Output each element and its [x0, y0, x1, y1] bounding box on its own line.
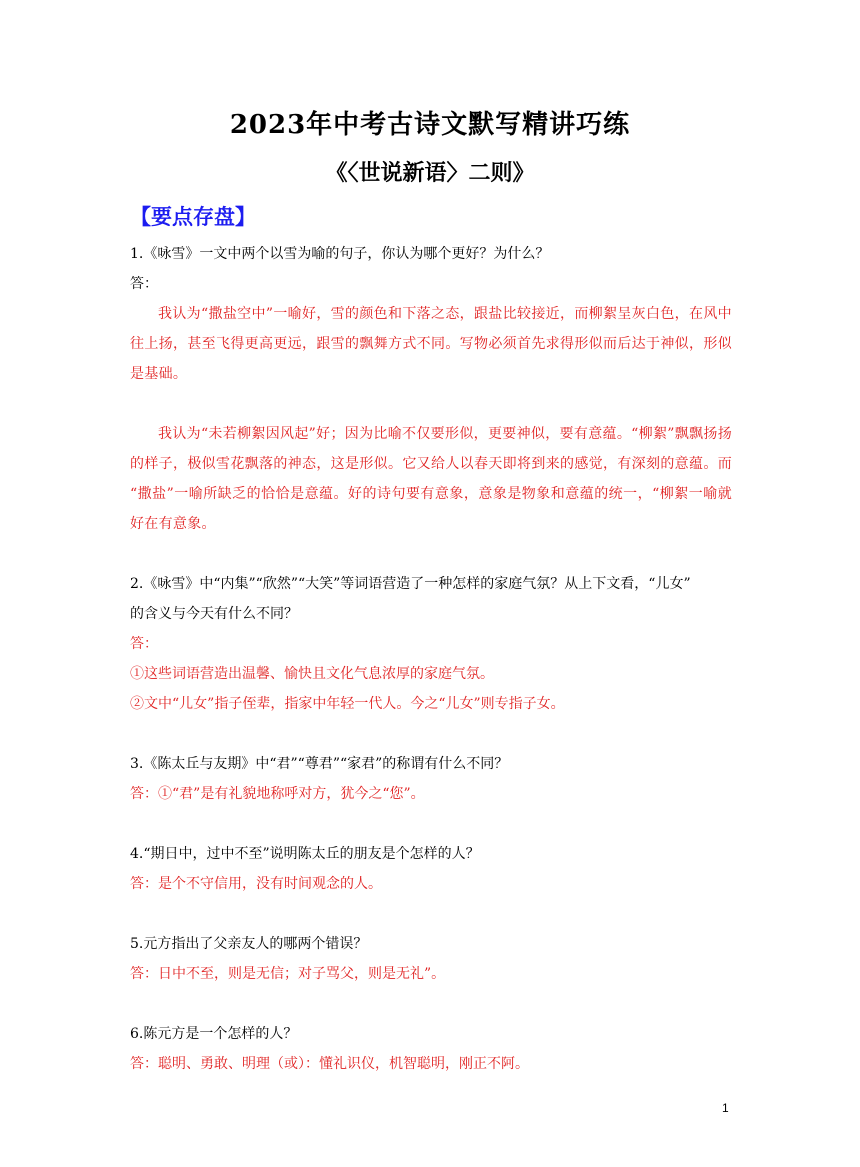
page-subtitle: 《〈世说新语〉二则》 [325, 160, 535, 186]
spacer [130, 389, 732, 419]
answer-label-2: 答： [130, 636, 158, 652]
answer-3 [130, 779, 732, 809]
answer-3-text: ①“君”是有礼貌地称呼对方，犹今之“您”。 [158, 786, 425, 802]
spacer [130, 809, 732, 839]
answer-5: 答：日中不至，则是无信；对子骂父，则是无礼”。 [130, 966, 446, 982]
page-title: 2023年中考古诗文默写精讲巧练 [229, 110, 631, 140]
answer-4: 答：是个不守信用，没有时间观念的人。 [130, 876, 382, 892]
page-number: 1 [722, 1101, 729, 1115]
question-2-line-2: 的含义与今天有什么不同？ [130, 606, 298, 622]
question-4: 4.“期日中，过中不至”说明陈太丘的朋友是个怎样的人？ [130, 846, 480, 862]
spacer [130, 539, 732, 569]
spacer [130, 989, 732, 1019]
answer-label-1: 答： [130, 276, 158, 292]
question-1: 1.《咏雪》一文中两个以雪为喻的句子，你认为哪个更好？为什么？ [130, 246, 550, 262]
answer-1-paragraph-2: 我认为“未若柳絮因风起”好；因为比喻不仅要形似，更要神似，要有意蕴。“柳絮”飘飘扬扬的样子，极似雪花飘落的神态，这是形似。它又给人以春天即将到来的感觉，有深刻的意蕴。而 “撒盐”一喻所缺乏的恰恰是意蕴。好的诗句要有意象，意象是物象和意蕴的统一，“柳絮一喻就好在有意象。 [130, 426, 732, 532]
answer-6: 答：聪明、勇敢、明理（或）：懂礼识仪，机智聪明，刚正不阿。 [130, 1056, 529, 1072]
section-heading: 【要点存盘】 [130, 205, 256, 229]
answer-2-item-2: ②文中“儿女”指子侄辈，指家中年轻一代人。今之“儿女”则专指子女。 [130, 696, 565, 712]
spacer [130, 899, 732, 929]
answer-label-3: 答： [130, 786, 158, 802]
answer-2-item-1: ①这些词语营造出温馨、愉快且文化气息浓厚的家庭气氛。 [130, 666, 494, 682]
question-2-line-1: 2.《咏雪》中“内集”“欣然”“大笑”等词语营造了一种怎样的家庭气氛？从上下文看，“儿女” [130, 576, 691, 592]
question-3: 3.《陈太丘与友期》中“君”“尊君”“家君”的称谓有什么不同？ [130, 756, 509, 772]
question-5: 5.元方指出了父亲友人的哪两个错误？ [130, 936, 368, 952]
spacer [130, 719, 732, 749]
question-6: 6.陈元方是一个怎样的人？ [130, 1026, 298, 1042]
answer-1-paragraph-1: 我认为“撒盐空中”一喻好，雪的颜色和下落之态，跟盐比较接近，而柳絮呈灰白色，在风中往上扬，甚至飞得更高更远，跟雪的飘舞方式不同。写物必须首先求得形似而后达于神似，形似是基础。 [130, 306, 732, 382]
document-body [130, 239, 732, 1079]
